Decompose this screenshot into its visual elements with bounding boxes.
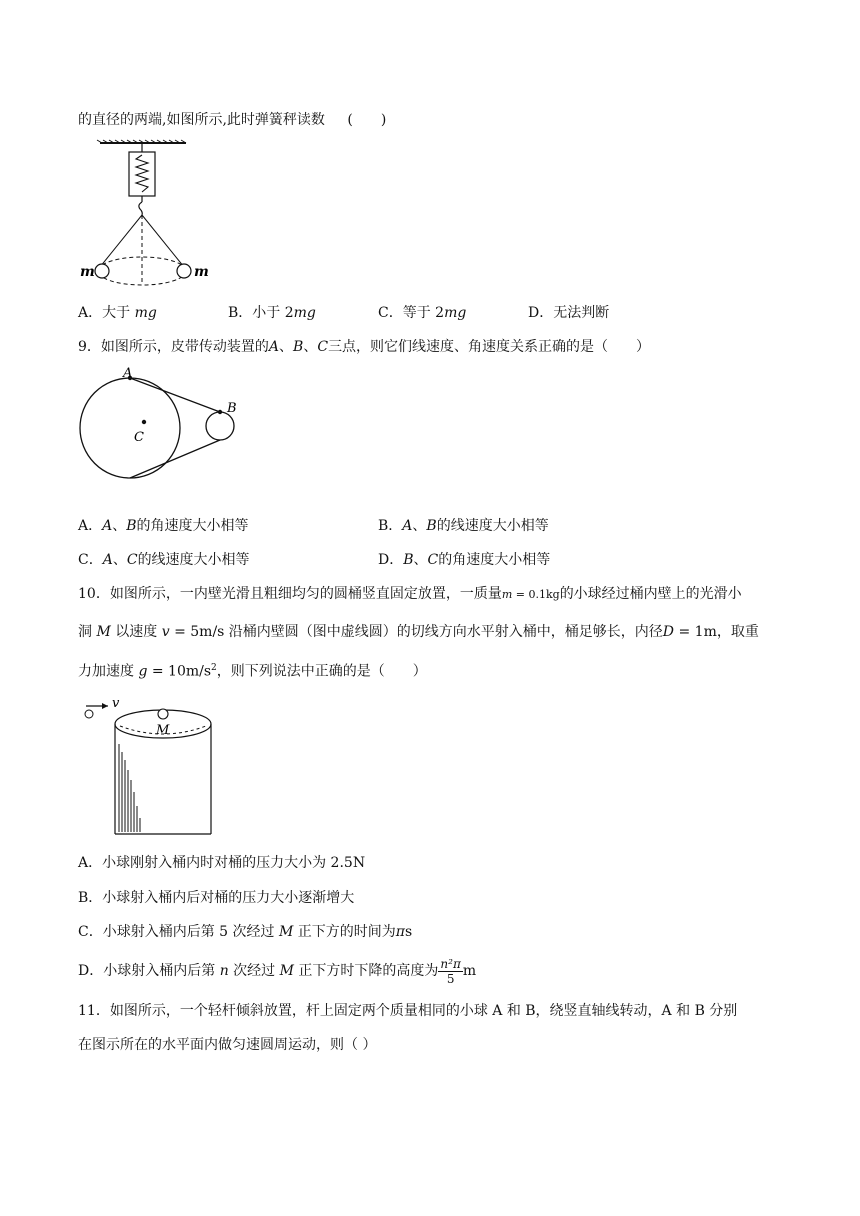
q9-stem-text: 三点，则它们线速度、角速度关系正确的是（ ） [328, 339, 651, 355]
text: 以速度 [110, 624, 162, 640]
q9-option-a[interactable] [78, 516, 249, 536]
var: B [293, 339, 304, 355]
fig-label-a: A [123, 366, 133, 381]
option-text: 的角速度大小相等 [438, 552, 551, 568]
text: 力加速度 [78, 663, 139, 680]
fraction [438, 957, 462, 986]
value: = 1m [674, 624, 717, 640]
value: = 10m/s [147, 663, 212, 680]
sep: 、 [112, 552, 127, 568]
var: n [219, 963, 229, 979]
option-text: 无法判断 [553, 305, 610, 321]
q9-stem [78, 337, 650, 357]
var: M [96, 624, 111, 640]
q11-stem-line2 [78, 1035, 376, 1055]
option-text: 正下方的时间为 [293, 924, 396, 940]
option-text: 次经过 [228, 963, 280, 979]
exponent: 2 [211, 663, 217, 673]
q10-stem-line2 [78, 622, 759, 642]
fig-mass-label-left: m [80, 264, 95, 280]
var: C [126, 552, 138, 568]
option-label: D． [528, 305, 554, 321]
text: 的小球经过桶内壁上的光滑小 [559, 586, 742, 602]
q10-option-a[interactable] [78, 853, 365, 873]
sep: 、 [413, 552, 428, 568]
text: 在图示所在的水平面内做匀速圆周运动，则（ ） [78, 1037, 377, 1053]
text: 洞 [78, 624, 97, 640]
q9-stem-text: 9．如图所示，皮带传动装置的 [78, 339, 269, 355]
q8-stem-text: 的直径的两端,如图所示,此时弹簧秤读数 [78, 112, 325, 128]
unit: m [462, 963, 477, 979]
text: ，则下列说法中正确的是（ ） [216, 663, 427, 680]
option-label: C． [78, 552, 103, 568]
text: 沿桶内壁圆（图中虚线圆）的切线方向水平射入桶中，桶足够长，内径 [224, 624, 663, 640]
var: B [403, 552, 414, 568]
q8-option-b[interactable] [228, 303, 316, 323]
fraction-numerator: n²π [440, 956, 461, 971]
var: A [102, 518, 113, 534]
q8-stem [78, 110, 386, 130]
var: B [426, 518, 437, 534]
option-text: 大于 [102, 305, 135, 321]
var: C [317, 339, 329, 355]
var: B [126, 518, 137, 534]
fig-label-v: v [112, 696, 120, 711]
var: C [427, 552, 439, 568]
q9-option-d[interactable] [378, 550, 550, 570]
option-text: 的角速度大小相等 [136, 518, 249, 534]
spring-scale-figure [80, 140, 220, 290]
cylinder-bucket-figure [78, 694, 218, 844]
option-label: B． [378, 518, 403, 534]
fig-mass-label-right: m [194, 264, 209, 280]
unit: s [404, 924, 413, 940]
option-var: mg [444, 305, 467, 321]
option-label: D． [378, 552, 404, 568]
option-text: 等于 2 [402, 305, 445, 321]
var: v [161, 624, 170, 640]
option-var: mg [134, 305, 157, 321]
option-label: A． [78, 305, 103, 321]
option-text: D．小球射入桶内后第 [78, 963, 220, 979]
q10-option-c[interactable] [78, 922, 412, 942]
q10-option-d[interactable] [78, 954, 476, 988]
option-text: B．小球射入桶内后对桶的压力大小逐渐增大 [78, 890, 355, 906]
q11-stem-line1 [78, 1001, 737, 1021]
var: M [278, 924, 294, 940]
option-var: mg [293, 305, 316, 321]
var: g [138, 663, 148, 680]
belt-drive-figure [78, 366, 248, 472]
option-text: 正下方时下降的高度为 [293, 963, 439, 979]
var: m [501, 588, 513, 601]
option-label: B． [228, 305, 253, 321]
q8-option-d[interactable] [528, 303, 609, 323]
fig-label-b: B [227, 401, 237, 416]
var: A [268, 339, 280, 355]
option-text: 的线速度大小相等 [137, 552, 250, 568]
option-text: 小于 2 [252, 305, 294, 321]
q10-stem-line1 [78, 584, 742, 605]
var: A [402, 518, 413, 534]
sep: 、 [112, 518, 127, 534]
sep: 、 [303, 339, 318, 355]
option-text: 的线速度大小相等 [436, 518, 549, 534]
var: A [102, 552, 113, 568]
option-label: A． [78, 518, 103, 534]
sep: 、 [412, 518, 427, 534]
text: 10．如图所示，一内壁光滑且粗细均匀的圆桶竖直固定放置，一质量 [78, 586, 502, 602]
sep: 、 [279, 339, 294, 355]
value: = 5m/s [169, 624, 225, 640]
q10-option-b[interactable] [78, 888, 354, 908]
fig-label-c: C [134, 430, 144, 445]
q9-option-c[interactable] [78, 550, 250, 570]
q9-option-b[interactable] [378, 516, 549, 536]
var: D [662, 624, 675, 640]
q8-option-c[interactable] [378, 303, 466, 323]
text: 11．如图所示，一个轻杆倾斜放置，杆上固定两个质量相同的小球 A 和 B，绕竖直轴线转动，A 和 B 分别 [78, 1003, 738, 1019]
var: π [395, 924, 405, 940]
q8-answer-paren: ( ) [347, 112, 387, 128]
fig-label-m: M [156, 723, 170, 738]
q10-stem-line3 [78, 658, 427, 682]
value: = 0.1kg [512, 588, 560, 601]
option-label: C． [378, 305, 403, 321]
var: M [279, 963, 294, 979]
text: ，取重 [716, 624, 759, 640]
option-text: A．小球刚射入桶内时对桶的压力大小为 2.5N [78, 855, 366, 871]
q8-option-a[interactable] [78, 303, 157, 323]
option-text: C．小球射入桶内后第 5 次经过 [78, 924, 279, 940]
fraction-denominator: 5 [446, 971, 455, 986]
